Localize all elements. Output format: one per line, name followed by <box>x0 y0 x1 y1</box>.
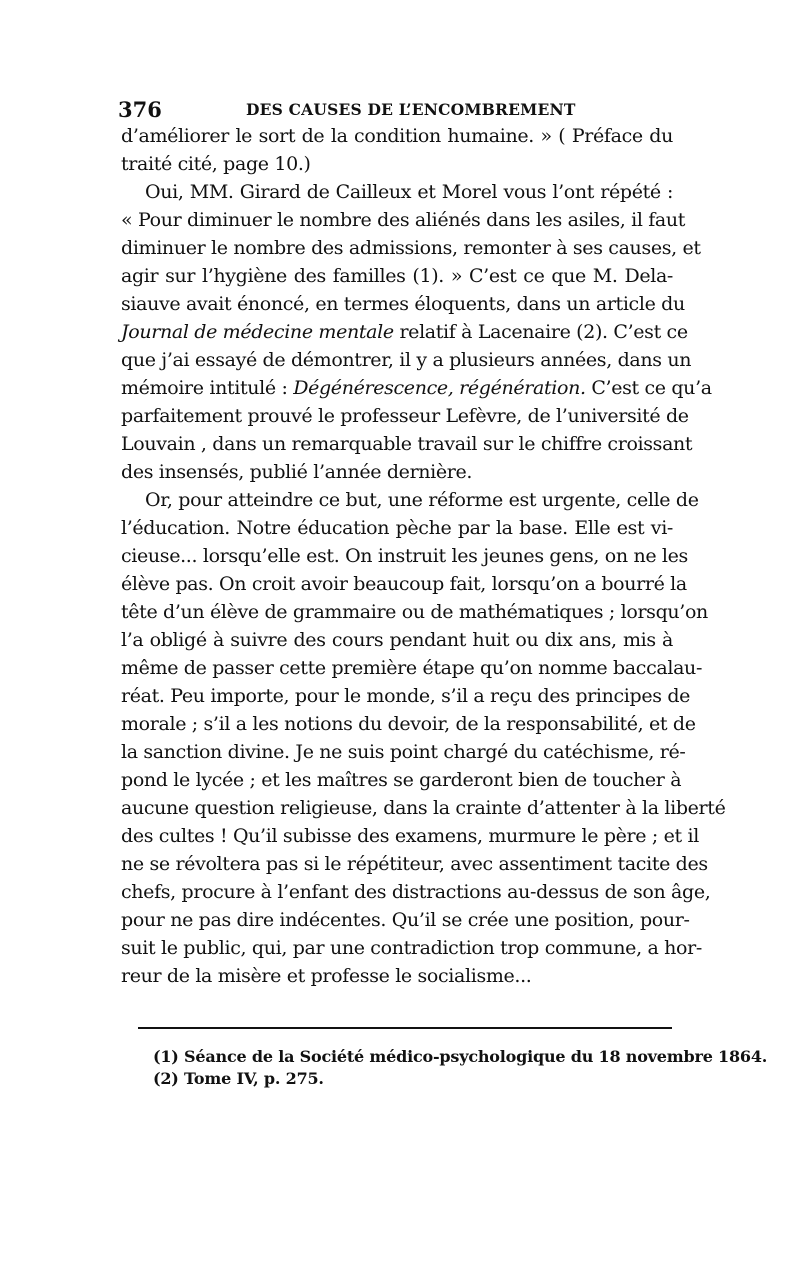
text-line: reur de la misère et professe le socialisme... <box>121 965 532 987</box>
running-title: DES CAUSES DE L’ENCOMBREMENT <box>246 100 576 119</box>
text-line: réat. Peu importe, pour le monde, s’il a reçu des principes de <box>121 685 691 707</box>
text-line: Louvain , dans un remarquable travail sur le chiffre croissant <box>121 433 693 455</box>
text-line: même de passer cette première étape qu’on nomme baccalau- <box>121 657 703 679</box>
paragraph <box>121 486 726 990</box>
text-line: pond le lycée ; et les maîtres se garderont bien de toucher à <box>121 769 682 791</box>
text-line: l’éducation. Notre éducation pèche par la base. Elle est vi- <box>121 517 673 539</box>
text-line: des cultes ! Qu’il subisse des examens, murmure le père ; et il <box>121 825 699 847</box>
text-line: parfaitement prouvé le professeur Lefèvre, de l’université de <box>121 405 689 427</box>
text-line: élève pas. On croit avoir beaucoup fait, lorsqu’on a bourré la <box>121 573 687 595</box>
text-line: Or, pour atteindre ce but, une réforme est urgente, celle de <box>145 489 699 511</box>
text-line: siauve avait énoncé, en termes éloquents, dans un article du <box>121 293 685 315</box>
footnote: (2) Tome IV, p. 275. <box>153 1069 324 1088</box>
footnote-divider <box>138 1027 672 1029</box>
text-line: suit le public, qui, par une contradiction trop commune, a hor- <box>121 937 702 959</box>
page-number: 376 <box>118 97 162 122</box>
body-text <box>121 122 726 990</box>
text-line: aucune question religieuse, dans la crainte d’attenter à la liberté <box>121 797 726 819</box>
text-line: chefs, procure à l’enfant des distractions au-dessus de son âge, <box>121 881 711 903</box>
text-line: la sanction divine. Je ne suis point chargé du catéchisme, ré- <box>121 741 686 763</box>
page-header <box>118 97 678 123</box>
footnote: (1) Séance de la Société médico-psychologique du 18 novembre 1864. <box>153 1047 768 1066</box>
text-line: des insensés, publié l’année dernière. <box>121 461 473 483</box>
paragraph <box>121 178 712 486</box>
text-line: ne se révoltera pas si le répétiteur, avec assentiment tacite des <box>121 853 708 875</box>
text-line: cieuse... lorsqu’elle est. On instruit les jeunes gens, on ne les <box>121 545 688 567</box>
text-line: Journal de médecine mentale relatif à Lacenaire (2). C’est ce <box>121 321 688 343</box>
text-line: pour ne pas dire indécentes. Qu’il se crée une position, pour- <box>121 909 690 931</box>
text-line: que j’ai essayé de démontrer, il y a plusieurs années, dans un <box>121 349 692 371</box>
text-line: agir sur l’hygiène des familles (1). » C’est ce que M. Dela- <box>121 265 673 287</box>
paragraph <box>121 122 673 178</box>
text-line: « Pour diminuer le nombre des aliénés dans les asiles, il faut <box>121 209 686 231</box>
text-line: mémoire intitulé : Dégénérescence, régénération. C’est ce qu’a <box>121 377 712 399</box>
text-line: l’a obligé à suivre des cours pendant huit ou dix ans, mis à <box>121 629 673 651</box>
text-line: diminuer le nombre des admissions, remonter à ses causes, et <box>121 237 701 259</box>
text-line: tête d’un élève de grammaire ou de mathématiques ; lorsqu’on <box>121 601 708 623</box>
footnotes <box>153 1046 768 1090</box>
text-line: Oui, MM. Girard de Cailleux et Morel vous l’ont répété : <box>145 181 673 203</box>
text-line: d’améliorer le sort de la condition humaine. » ( Préface du <box>121 125 673 147</box>
text-line: morale ; s’il a les notions du devoir, de la responsabilité, et de <box>121 713 696 735</box>
text-line: traité cité, page 10.) <box>121 153 311 175</box>
